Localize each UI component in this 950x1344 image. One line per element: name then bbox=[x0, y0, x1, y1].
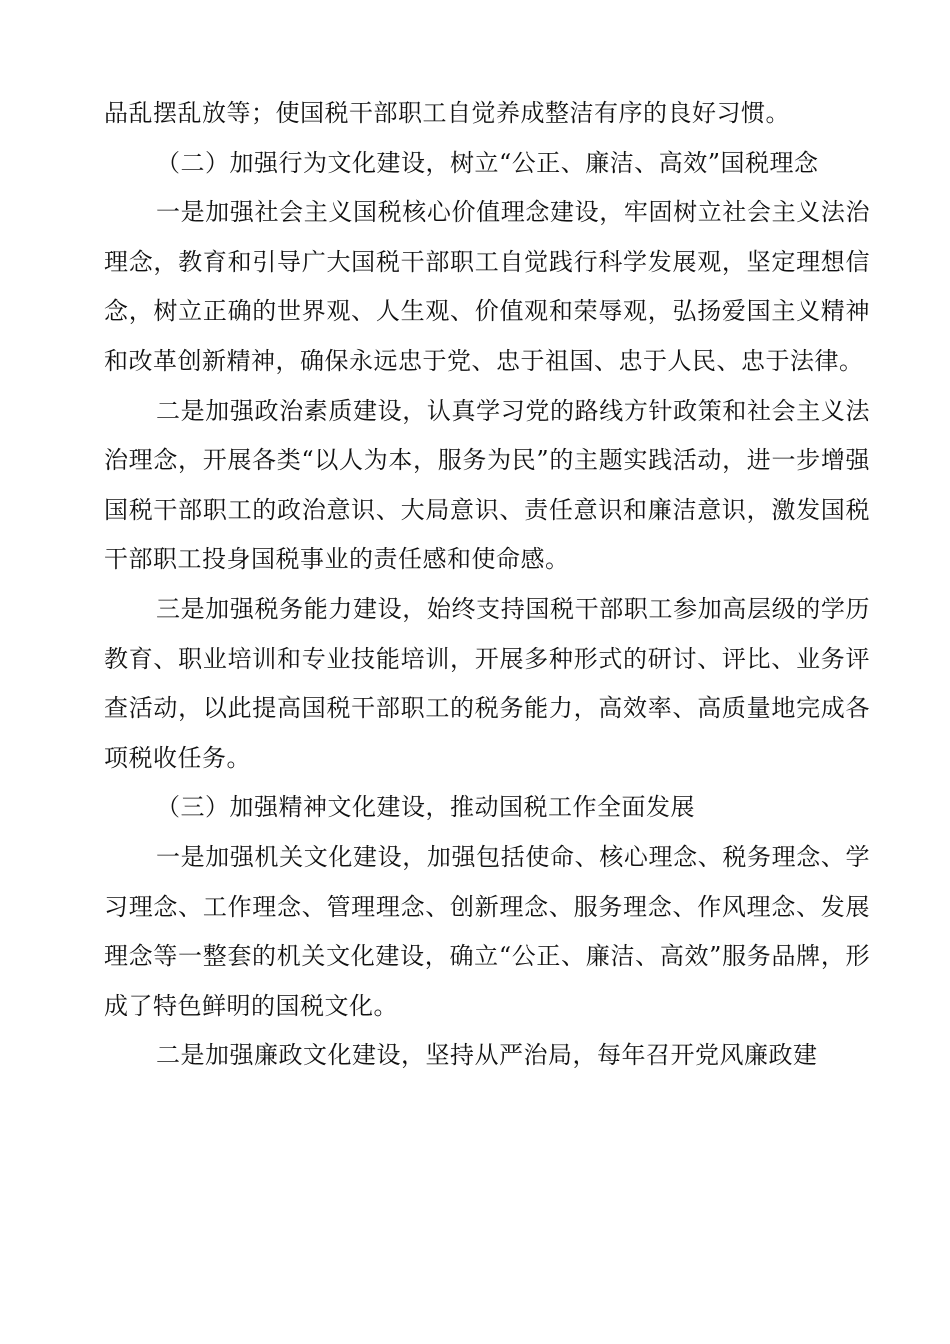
paragraph-core-values: 一是加强社会主义国税核心价值理念建设，牢固树立社会主义法治理念，教育和引导广大国税干部职工自觉践行科学发展观，坚定理想信念，树立正确的世界观、人生观、价值观和荣辱观，弘扬爱国主义精神和改革创新精神，确保永远忠于党、忠于祖国、忠于人民、忠于法律。 bbox=[104, 198, 870, 375]
section-heading-3: （三）加强精神文化建设，推动国税工作全面发展 bbox=[156, 793, 695, 822]
paragraph-integrity-culture: 二是加强廉政文化建设，坚持从严治局，每年召开党风廉政建 bbox=[156, 1041, 818, 1070]
paragraph-political-quality: 二是加强政治素质建设，认真学习党的路线方针政策和社会主义法治理念，开展各类“以人为本，服务为民”的主题实践活动，进一步增强国税干部职工的政治意识、大局意识、责任意识和廉洁意识，激发国税干部职工投身国税事业的责任感和使命感。 bbox=[104, 396, 870, 574]
paragraph-organ-culture: 一是加强机关文化建设，加强包括使命、核心理念、税务理念、学习理念、工作理念、管理理念、创新理念、服务理念、作风理念、发展理念等一整套的机关文化建设，确立“公正、廉洁、高效”服务品牌，形成了特色鲜明的国税文化。 bbox=[104, 842, 870, 1020]
section-heading-2: （二）加强行为文化建设，树立“公正、廉洁、高效”国税理念 bbox=[156, 148, 819, 177]
paragraph-continuation: 品乱摆乱放等；使国税干部职工自觉养成整洁有序的良好习惯。 bbox=[104, 99, 790, 127]
paragraph-tax-capability: 三是加强税务能力建设，始终支持国税干部职工参加高层级的学历教育、职业培训和专业技能培训，开展多种形式的研讨、评比、业务评查活动，以此提高国税干部职工的税务能力，高效率、高质量地完成各项税收任务。 bbox=[104, 594, 870, 772]
